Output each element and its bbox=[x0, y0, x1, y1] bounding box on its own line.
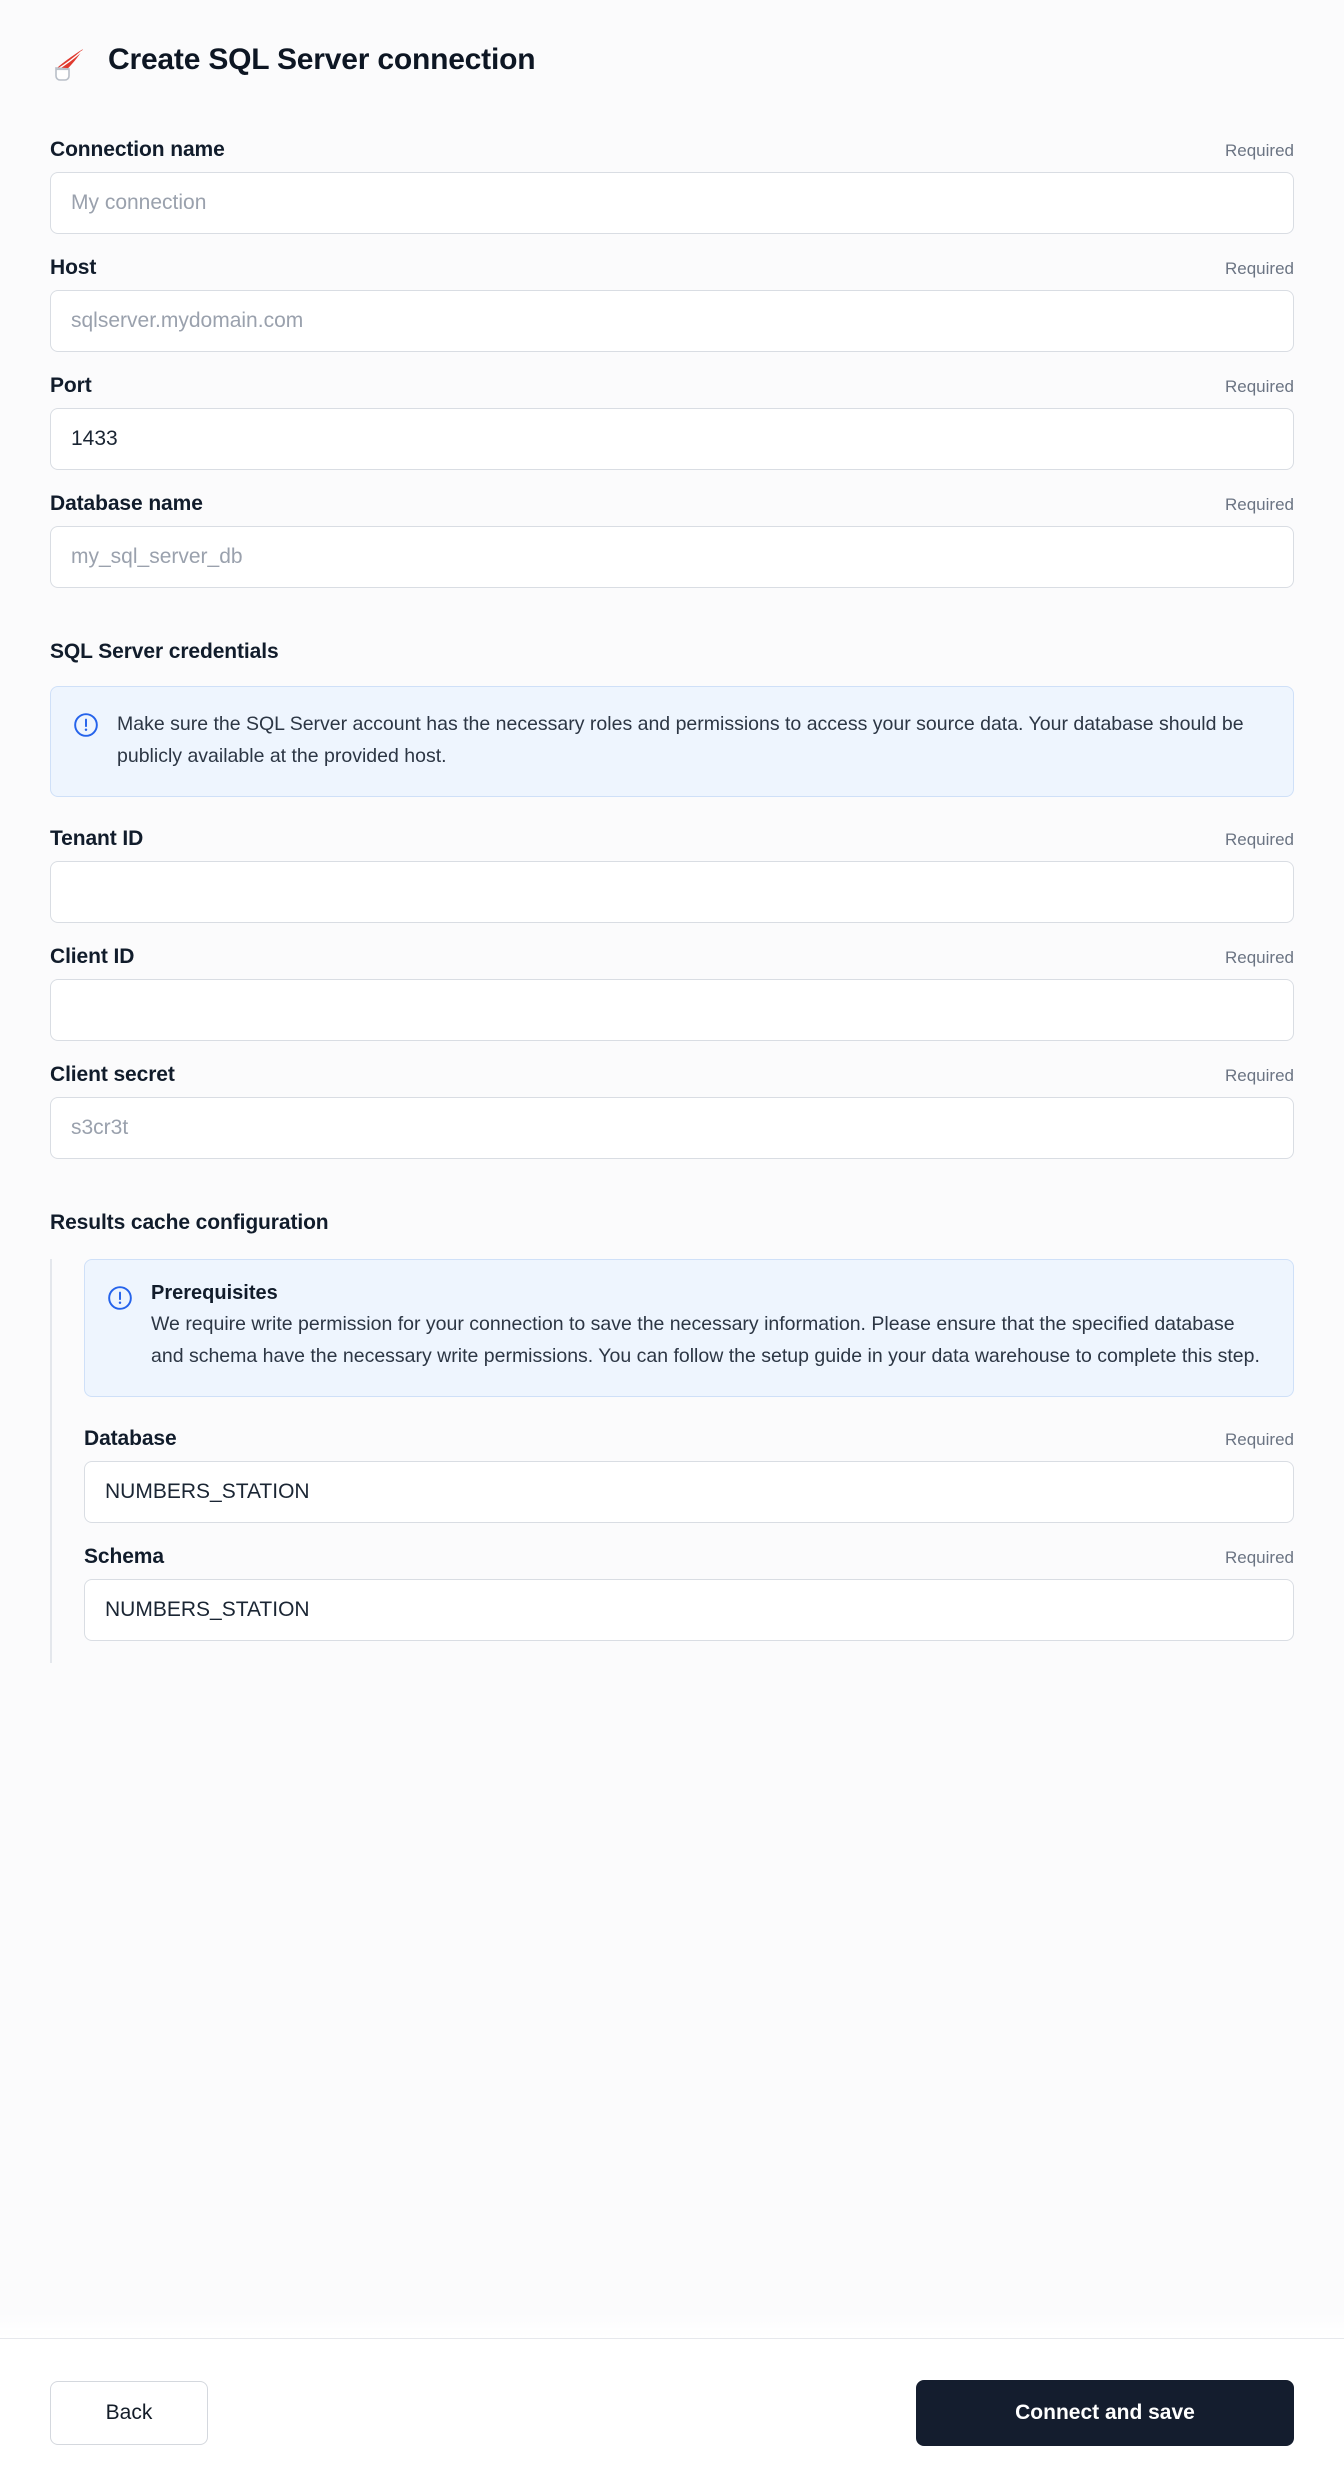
required-indicator: Required bbox=[1225, 1548, 1294, 1568]
cache-config-group bbox=[50, 1259, 1294, 1663]
database-name-input[interactable] bbox=[50, 526, 1294, 588]
field-label: Connection name bbox=[50, 138, 225, 161]
connect-and-save-button[interactable]: Connect and save bbox=[916, 2380, 1294, 2446]
required-indicator: Required bbox=[1225, 1430, 1294, 1450]
sql-server-icon bbox=[50, 38, 90, 82]
scroll-fade bbox=[0, 2312, 1344, 2338]
info-circle-icon bbox=[73, 712, 99, 738]
field-header bbox=[84, 1427, 1294, 1451]
field-client-id bbox=[50, 945, 1294, 1041]
callout-text: Make sure the SQL Server account has the necessary roles and permissions to access your source data. Your database should be publicly available at the provided host. bbox=[117, 713, 1244, 767]
required-indicator: Required bbox=[1225, 1066, 1294, 1086]
field-cache-schema bbox=[84, 1545, 1294, 1641]
back-button[interactable]: Back bbox=[50, 2381, 208, 2445]
field-header bbox=[50, 374, 1294, 398]
field-database-name bbox=[50, 492, 1294, 588]
field-header bbox=[50, 827, 1294, 851]
field-client-secret bbox=[50, 1063, 1294, 1159]
field-label: Client secret bbox=[50, 1063, 175, 1087]
connection-name-input[interactable] bbox=[50, 172, 1294, 234]
tenant-id-input[interactable] bbox=[50, 861, 1294, 923]
field-label: Client ID bbox=[50, 945, 135, 969]
field-label: Database name bbox=[50, 492, 203, 515]
connection-form bbox=[0, 138, 1344, 1663]
field-host bbox=[50, 256, 1294, 352]
required-indicator: Required bbox=[1225, 495, 1294, 514]
cache-section-title: Results cache configuration bbox=[50, 1211, 329, 1235]
required-indicator: Required bbox=[1225, 830, 1294, 850]
cache-schema-input[interactable] bbox=[84, 1579, 1294, 1641]
page-header bbox=[0, 0, 1344, 82]
info-circle-icon bbox=[107, 1285, 133, 1311]
footer-bar bbox=[0, 2338, 1344, 2486]
page-title: Create SQL Server connection bbox=[108, 43, 536, 76]
field-label: Tenant ID bbox=[50, 827, 144, 851]
field-label: Port bbox=[50, 374, 92, 397]
field-header bbox=[50, 945, 1294, 969]
required-indicator: Required bbox=[1225, 377, 1294, 396]
field-tenant-id bbox=[50, 827, 1294, 923]
client-secret-input[interactable] bbox=[50, 1097, 1294, 1159]
field-header bbox=[50, 138, 1294, 162]
field-label: Schema bbox=[84, 1545, 164, 1569]
callout-text: We require write permission for your connection to save the necessary information. Please ensure that the specified database and schema have the necessary write permissions. You can follow the setup guide in your data warehouse to complete this step. bbox=[151, 1313, 1260, 1367]
field-header bbox=[50, 1063, 1294, 1087]
client-id-input[interactable] bbox=[50, 979, 1294, 1041]
cache-database-input[interactable] bbox=[84, 1461, 1294, 1523]
required-indicator: Required bbox=[1225, 259, 1294, 278]
credentials-section-title: SQL Server credentials bbox=[50, 640, 279, 663]
required-indicator: Required bbox=[1225, 141, 1294, 160]
callout-title: Prerequisites bbox=[151, 1282, 278, 1305]
prerequisites-callout bbox=[84, 1259, 1294, 1397]
host-input[interactable] bbox=[50, 290, 1294, 352]
field-header bbox=[50, 256, 1294, 280]
field-header bbox=[84, 1545, 1294, 1569]
field-cache-database bbox=[84, 1427, 1294, 1523]
required-indicator: Required bbox=[1225, 948, 1294, 968]
field-connection-name bbox=[50, 138, 1294, 234]
field-port bbox=[50, 374, 1294, 470]
callout-body bbox=[151, 1282, 1269, 1372]
port-input[interactable] bbox=[50, 408, 1294, 470]
field-header bbox=[50, 492, 1294, 516]
field-label: Host bbox=[50, 256, 97, 279]
field-label: Database bbox=[84, 1427, 177, 1451]
credentials-info-callout bbox=[50, 686, 1294, 797]
